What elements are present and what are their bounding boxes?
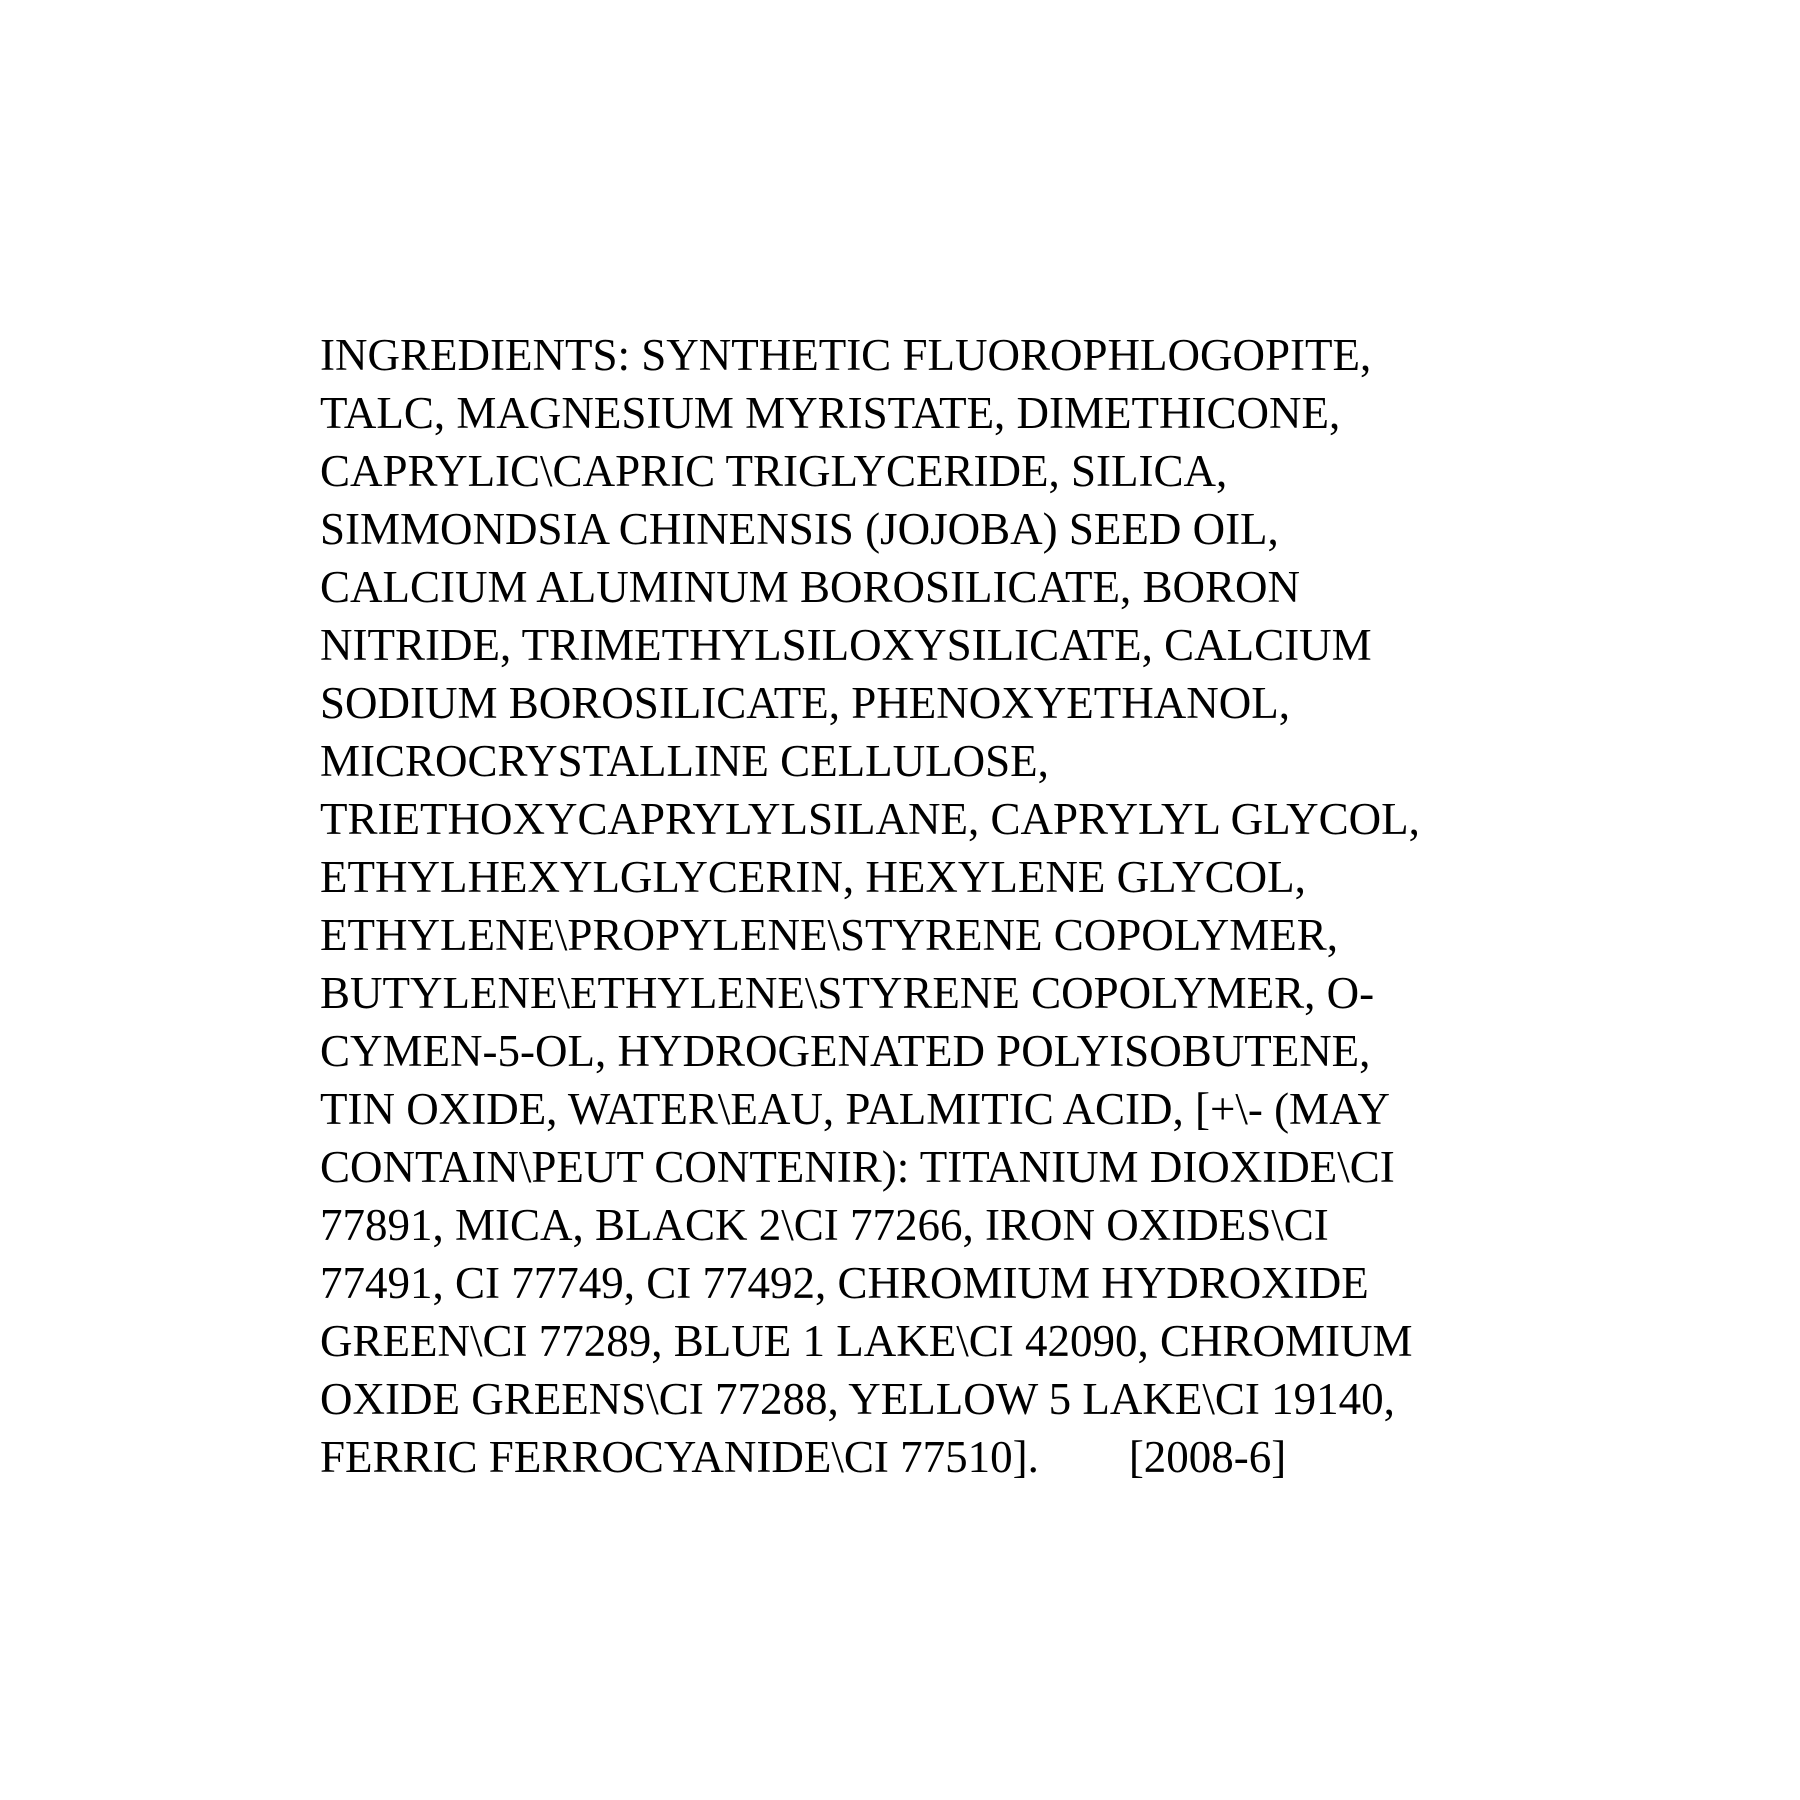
ingredients-line: SIMMONDSIA CHINENSIS (JOJOBA) SEED OIL, [320,504,1279,554]
ingredients-line: CAPRYLIC\CAPRIC TRIGLYCERIDE, SILICA, [320,446,1228,496]
ingredients-line: NITRIDE, TRIMETHYLSILOXYSILICATE, CALCIUM [320,620,1372,670]
ingredients-line: GREEN\CI 77289, BLUE 1 LAKE\CI 42090, CHROMIUM [320,1316,1413,1366]
ingredients-line: SODIUM BOROSILICATE, PHENOXYETHANOL, [320,678,1290,728]
ingredients-line: 77491, CI 77749, CI 77492, CHROMIUM HYDROXIDE [320,1258,1369,1308]
ingredients-line: CALCIUM ALUMINUM BOROSILICATE, BORON [320,562,1301,612]
ingredients-line: TRIETHOXYCAPRYLYLSILANE, CAPRYLYL GLYCOL, [320,794,1420,844]
ingredients-line: INGREDIENTS: SYNTHETIC FLUOROPHLOGOPITE, [320,330,1372,380]
ingredients-line: BUTYLENE\ETHYLENE\STYRENE COPOLYMER, O- [320,968,1375,1018]
ingredients-line: ETHYLHEXYLGLYCERIN, HEXYLENE GLYCOL, [320,852,1306,902]
ingredients-line: FERRIC FERROCYANIDE\CI 77510]. [2008-6] [320,1432,1287,1482]
ingredients-line: TALC, MAGNESIUM MYRISTATE, DIMETHICONE, [320,388,1341,438]
ingredients-line: CYMEN-5-OL, HYDROGENATED POLYISOBUTENE, [320,1026,1371,1076]
ingredients-line: OXIDE GREENS\CI 77288, YELLOW 5 LAKE\CI 19140, [320,1374,1395,1424]
ingredients-line: ETHYLENE\PROPYLENE\STYRENE COPOLYMER, [320,910,1338,960]
ingredients-line: MICROCRYSTALLINE CELLULOSE, [320,736,1049,786]
ingredients-line: 77891, MICA, BLACK 2\CI 77266, IRON OXIDES\CI [320,1200,1329,1250]
ingredients-line: CONTAIN\PEUT CONTENIR): TITANIUM DIOXIDE\CI [320,1142,1395,1192]
ingredients-text-block [320,326,1620,1486]
ingredients-line: TIN OXIDE, WATER\EAU, PALMITIC ACID, [+\- (MAY [320,1084,1390,1134]
